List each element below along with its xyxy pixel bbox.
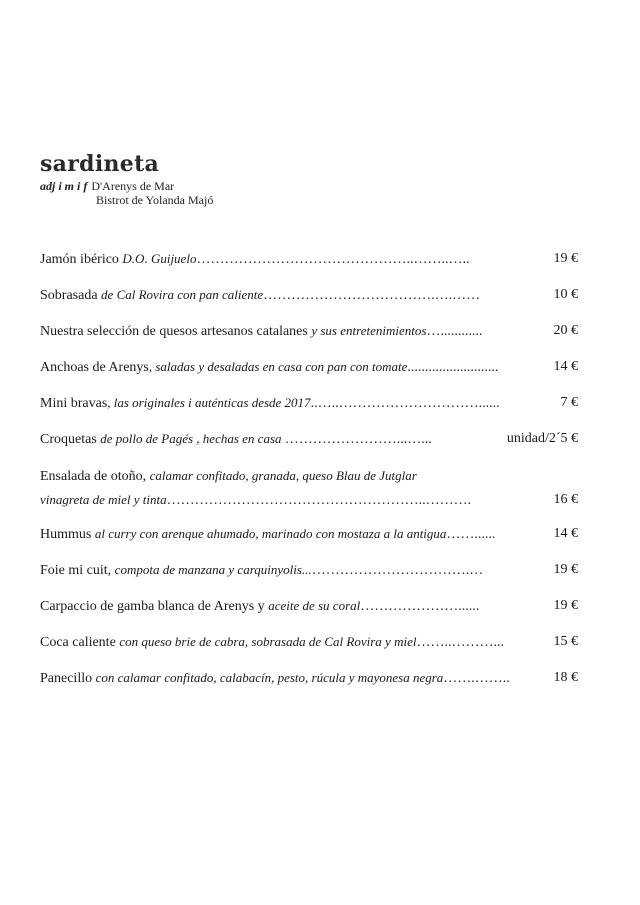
- item-name: Coca caliente: [40, 635, 120, 650]
- item-description: de pollo de Pagés , hechas en casa: [100, 431, 285, 446]
- item-dots: …………………......: [360, 599, 480, 614]
- menu-item: [40, 523, 578, 546]
- item-price: 14 €: [553, 526, 578, 541]
- item-dots: …………………………….…: [311, 563, 484, 578]
- item-description: , las originales i auténticas desde 2017: [107, 395, 311, 410]
- item-dots: …….……..: [443, 671, 510, 686]
- item-name: Sobrasada: [40, 288, 102, 303]
- item-dots: ……..………...: [416, 635, 504, 650]
- logo-abbreviation: adj i m i f: [40, 179, 88, 193]
- item-dots: ..........................: [407, 360, 499, 375]
- item-name: Panecillo: [40, 671, 96, 686]
- item-description: con queso brie de cabra, sobrasada de Cal Rovira y miel: [119, 634, 417, 649]
- item-dots: ……………………...…...: [284, 432, 432, 447]
- item-description: , saladas y desaladas en casa con pan con tomate: [148, 359, 408, 374]
- item-name: Carpaccio de gamba blanca de Arenys y: [40, 599, 269, 614]
- menu-item: [40, 392, 578, 415]
- item-price: 15 €: [553, 634, 578, 649]
- menu-item: [40, 248, 578, 271]
- menu-item: [40, 559, 578, 582]
- menu-item: [40, 356, 578, 379]
- item-price: unidad/2´5 €: [506, 431, 578, 446]
- item-price: 18 €: [553, 670, 578, 685]
- menu-item: [40, 428, 578, 451]
- logo-location: D'Arenys de Mar: [91, 179, 175, 193]
- item-price: 19 €: [553, 598, 578, 613]
- menu-item: [40, 631, 578, 654]
- item-description: y sus entretenimientos: [311, 323, 427, 338]
- menu-list: [40, 248, 578, 703]
- logo-tagline: Bistrot de Yolanda Majó: [96, 193, 214, 207]
- item-price: 19 €: [553, 562, 578, 577]
- item-description: de Cal Rovira con pan caliente: [101, 287, 264, 302]
- item-price: 20 €: [553, 323, 578, 338]
- item-description: con calamar confitado, calabacín, pesto, rúcula y mayonesa negra: [95, 670, 444, 685]
- logo-subtitle: [40, 179, 213, 193]
- item-name: Hummus: [40, 527, 95, 542]
- item-description: aceite de su coral: [268, 598, 361, 613]
- item-name: Croquetas: [40, 432, 101, 447]
- menu-item: [40, 284, 578, 307]
- item-price: 19 €: [553, 251, 578, 266]
- item-price: 14 €: [553, 359, 578, 374]
- item-description: D.O. Guijuelo: [122, 251, 197, 266]
- item-dots: ………………………………………..……..…..: [196, 252, 470, 267]
- item-name: Jamón ibérico: [40, 252, 123, 267]
- item-dots: ………………………………………………..……….: [166, 493, 472, 508]
- item-dots: ..…..…………………………......: [310, 396, 500, 411]
- item-dots: …............: [426, 324, 483, 339]
- restaurant-name: sardineta: [40, 151, 160, 177]
- item-name: Foie mi cuit,: [40, 563, 115, 578]
- item-dots: ……………………………….….……: [263, 288, 481, 303]
- item-name: Mini bravas: [40, 396, 108, 411]
- menu-item: [40, 320, 578, 343]
- item-dots: ……......: [446, 527, 496, 542]
- item-name: Nuestra selección de quesos artesanos catalanes: [40, 324, 312, 339]
- item-description: compota de manzana y carquinyolis...: [114, 562, 312, 577]
- item-name: Ensalada de otoño,: [40, 469, 150, 484]
- item-description-line2: vinagreta de miel y tinta: [40, 492, 167, 507]
- item-description: al curry con arenque ahumado, marinado con mostaza a la antigua: [94, 526, 447, 541]
- restaurant-logo: [40, 152, 213, 207]
- item-price: 16 €: [553, 492, 578, 507]
- menu-item: [40, 464, 578, 512]
- item-name: Anchoas de Arenys: [40, 360, 149, 375]
- menu-item: [40, 595, 578, 618]
- item-description: calamar confitado, granada, queso Blau de Jutglar: [149, 468, 417, 483]
- menu-item: [40, 667, 578, 690]
- item-price: 10 €: [553, 287, 578, 302]
- item-price: 7 €: [560, 395, 578, 410]
